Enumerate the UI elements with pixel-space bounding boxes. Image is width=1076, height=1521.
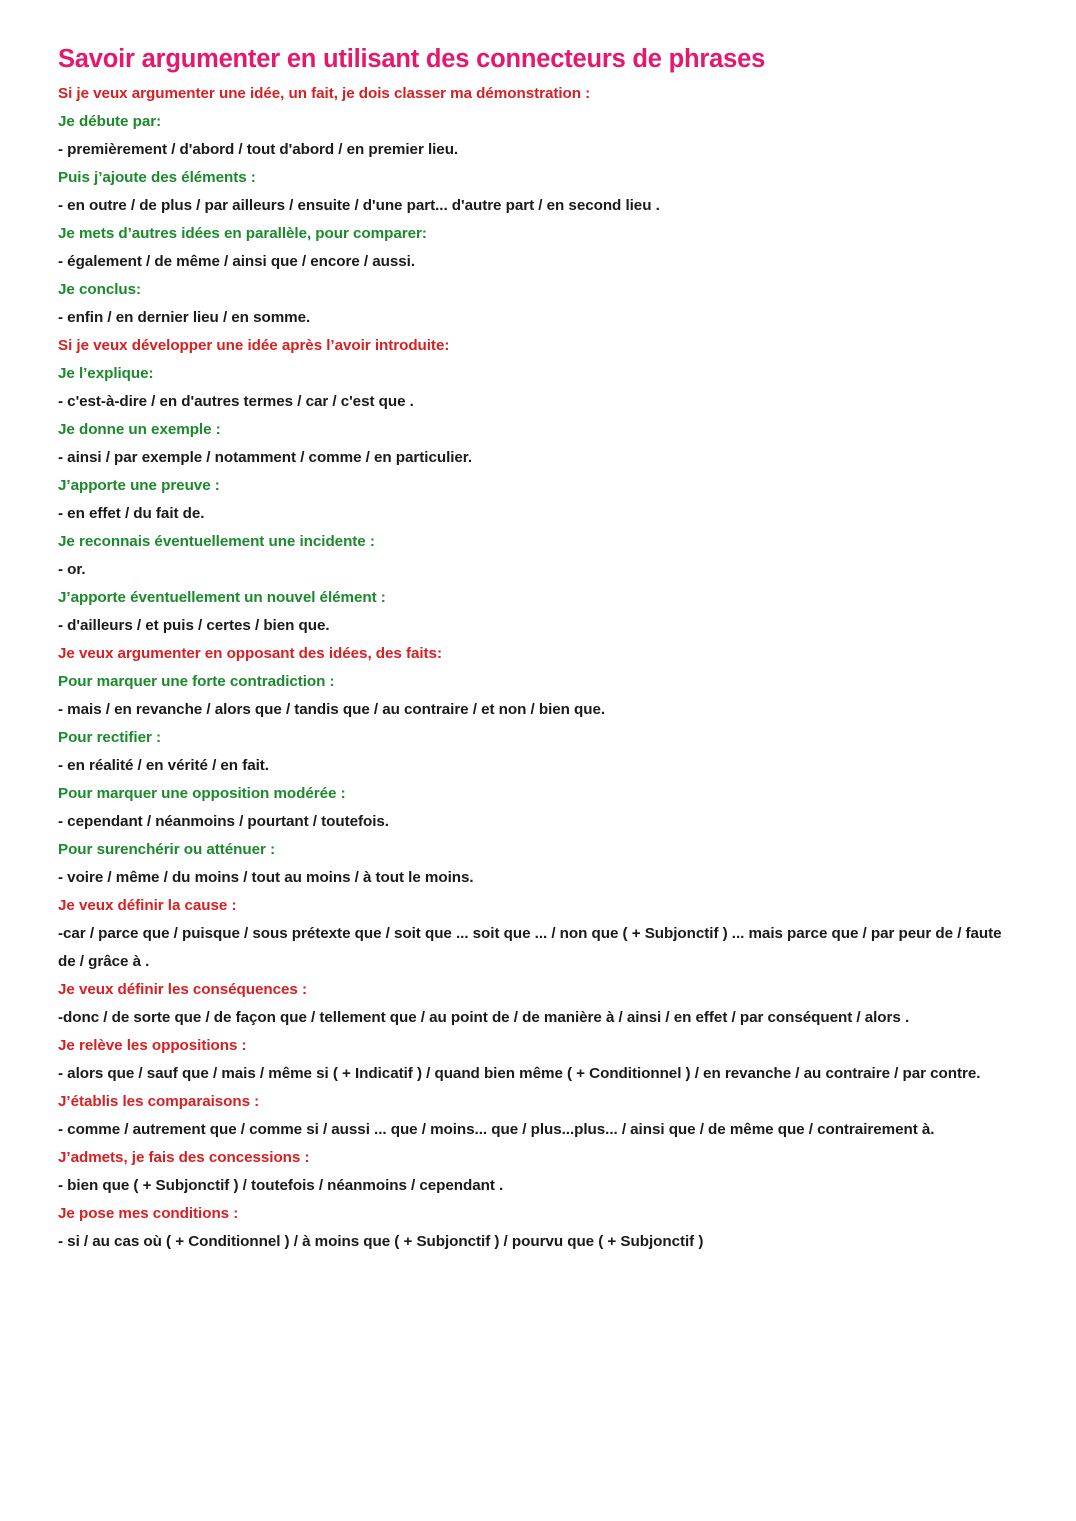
connector-items: - cependant / néanmoins / pourtant / toutefois. [58,813,389,831]
connector-items: - mais / en revanche / alors que / tandis que / au contraire / et non / bien que. [58,701,606,719]
group-label: J’apporte une preuve : [58,477,220,495]
connector-items: -donc / de sorte que / de façon que / tellement que / au point de / de manière à / ainsi / en effet / par conséquent / alors . [58,1009,910,1027]
connector-items: - également / de même / ainsi que / encore / aussi. [58,253,416,271]
connector-items: - si / au cas où ( + Conditionnel ) / à moins que ( + Subjonctif ) / pourvu que ( + Subjonctif ) [58,1233,704,1251]
section-heading: Je veux argumenter en opposant des idées, des faits: [58,645,442,663]
connector-items: - premièrement / d'abord / tout d'abord / en premier lieu. [58,141,459,159]
connector-section [58,976,1006,1032]
connector-section [58,332,1006,640]
connector-section [58,1200,1006,1256]
page-title: Savoir argumenter en utilisant des connecteurs de phrases [58,45,766,73]
connector-section [58,1088,1006,1144]
group-label: J’apporte éventuellement un nouvel élément : [58,589,386,607]
connector-items: - c'est-à-dire / en d'autres termes / car / c'est que . [58,393,414,411]
connector-items: - en réalité / en vérité / en fait. [58,757,269,775]
connector-section [58,1144,1006,1200]
connector-items: - en effet / du fait de. [58,505,205,523]
connector-items: - en outre / de plus / par ailleurs / ensuite / d'une part... d'autre part / en second lieu . [58,197,660,215]
group-label: Je débute par: [58,113,162,131]
section-heading: Si je veux argumenter une idée, un fait, je dois classer ma démonstration : [58,85,591,103]
section-heading: Je pose mes conditions : [58,1205,239,1223]
connector-items: - voire / même / du moins / tout au moins / à tout le moins. [58,869,474,887]
connector-items: - comme / autrement que / comme si / aussi ... que / moins... que / plus...plus... / ainsi que / de même que / contrairement à. [58,1121,935,1139]
group-label: Pour marquer une opposition modérée : [58,785,346,803]
connector-list [58,80,1006,1256]
section-heading: Je veux définir les conséquences : [58,981,307,999]
connector-section [58,892,1006,976]
connector-items: -car / parce que / puisque / sous prétexte que / soit que ... soit que ... / non que ( + Subjonctif ) ... mais parce que / par peur de / faute de / grâce à . [58,925,1002,971]
section-heading: Je veux définir la cause : [58,897,237,915]
group-label: Puis j’ajoute des éléments : [58,169,256,187]
connector-items: - or. [58,561,86,579]
connector-items: - alors que / sauf que / mais / même si ( + Indicatif ) / quand bien même ( + Conditionnel ) / en revanche / au contraire / par contre. [58,1065,981,1083]
connector-section [58,640,1006,892]
section-heading: J’établis les comparaisons : [58,1093,260,1111]
group-label: Pour rectifier : [58,729,162,747]
connector-items: - ainsi / par exemple / notamment / comme / en particulier. [58,449,472,467]
group-label: Pour marquer une forte contradiction : [58,673,335,691]
group-label: Je donne un exemple : [58,421,221,439]
group-label: Je mets d’autres idées en parallèle, pour comparer: [58,225,427,243]
connector-items: - enfin / en dernier lieu / en somme. [58,309,311,327]
connector-section [58,1032,1006,1088]
group-label: Je l’explique: [58,365,154,383]
group-label: Je conclus: [58,281,142,299]
section-heading: Si je veux développer une idée après l’avoir introduite: [58,337,450,355]
connector-section [58,80,1006,332]
connector-items: - bien que ( + Subjonctif ) / toutefois / néanmoins / cependant . [58,1177,504,1195]
group-label: Je reconnais éventuellement une incidente : [58,533,375,551]
section-heading: Je relève les oppositions : [58,1037,247,1055]
group-label: Pour surenchérir ou atténuer : [58,841,276,859]
connector-items: - d'ailleurs / et puis / certes / bien que. [58,617,330,635]
section-heading: J’admets, je fais des concessions : [58,1149,310,1167]
